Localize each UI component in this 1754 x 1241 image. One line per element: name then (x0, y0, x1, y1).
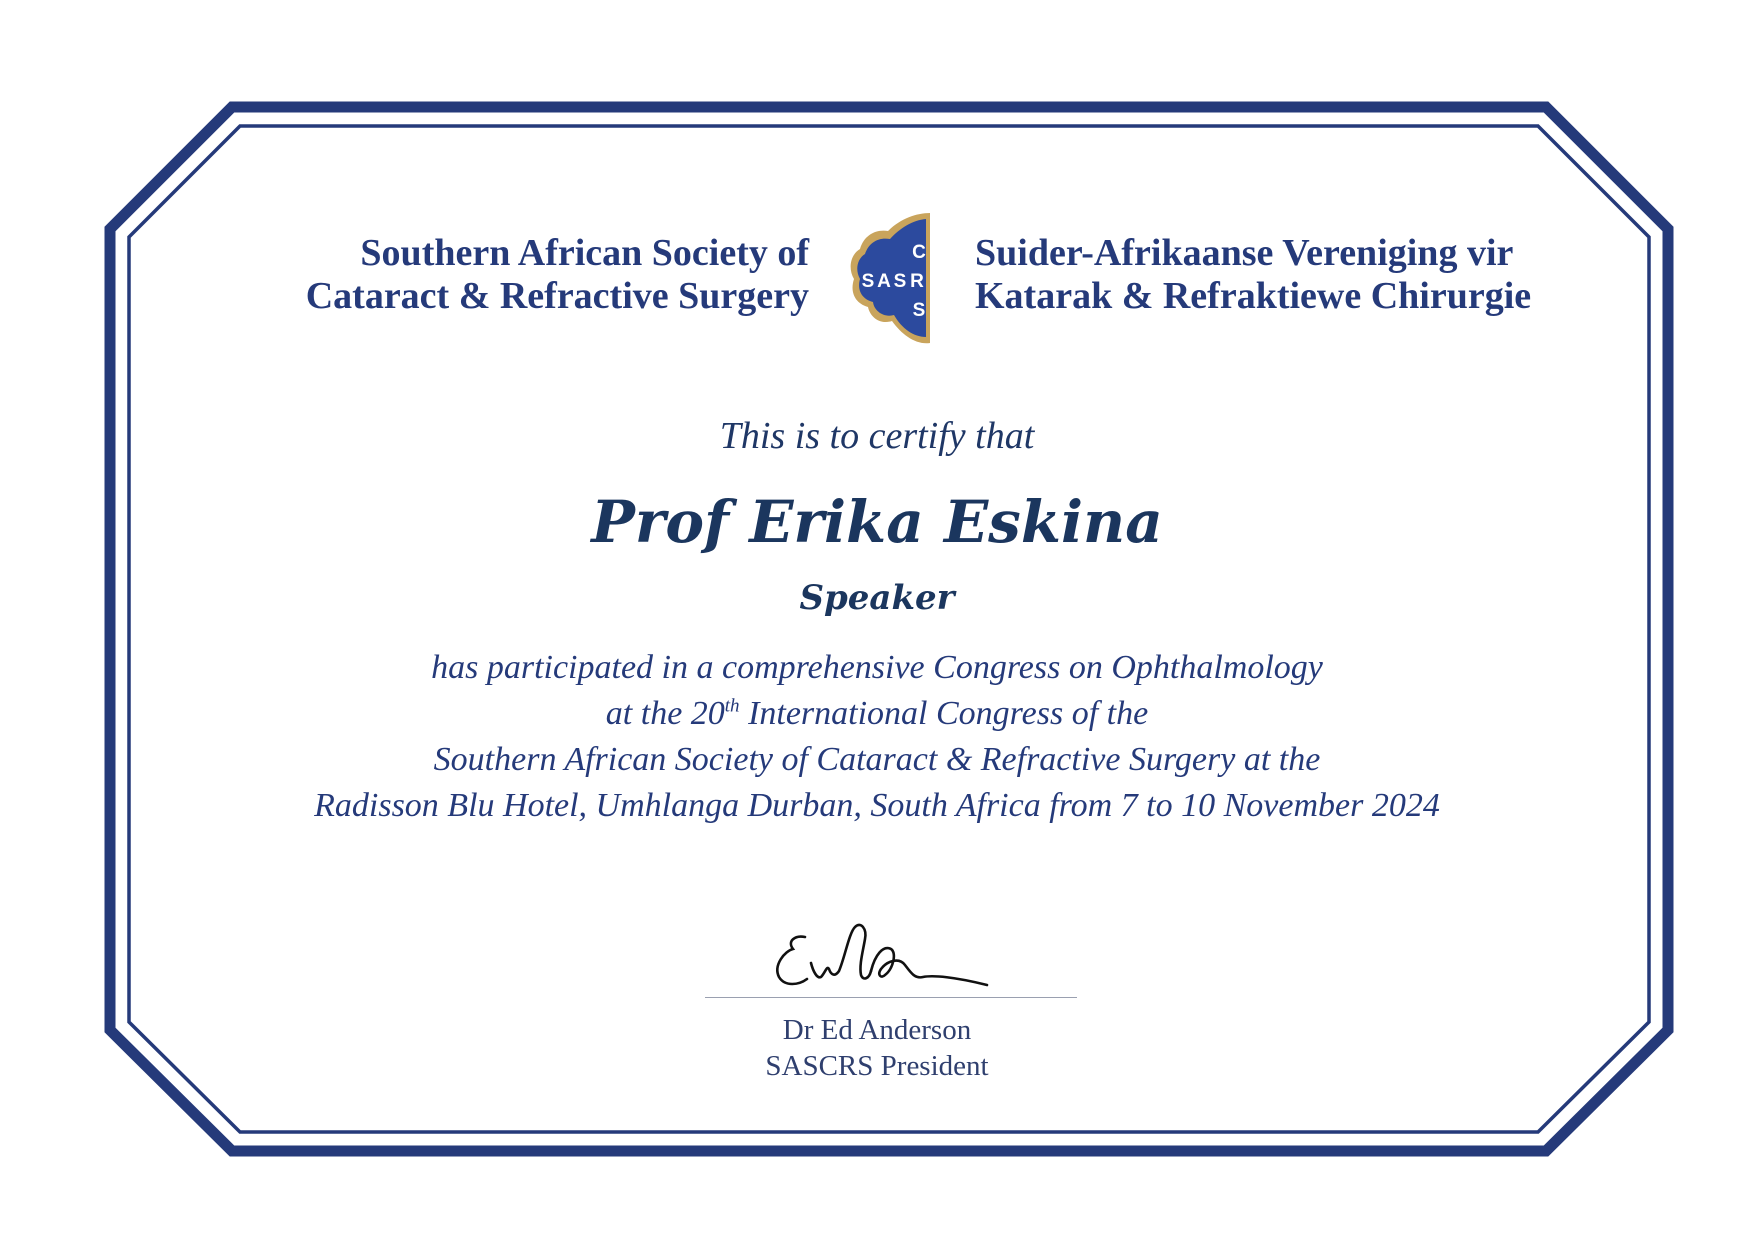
body-line-4: Radisson Blu Hotel, Umhlanga Durban, South Africa from 7 to 10 November 2024 (314, 787, 1440, 824)
certificate-body (0, 645, 1754, 829)
header-english-line2: Cataract & Refractive Surgery (305, 275, 809, 317)
logo-letter-s2: S (893, 271, 907, 292)
signatory-name: Dr Ed Anderson (782, 1014, 972, 1046)
logo-letter-r: R (910, 271, 924, 292)
body-line-2-suffix: International Congress of the (739, 695, 1149, 732)
signature-image (765, 905, 1005, 1005)
sascrs-logo-icon (846, 211, 932, 345)
logo-letter-s3: S (912, 300, 926, 321)
logo-letter-s1: S (861, 271, 875, 292)
certify-intro: This is to certify that (719, 415, 1035, 457)
header-english-line1: Southern African Society of (360, 232, 809, 274)
body-line-1: has participated in a comprehensive Congress on Ophthalmology (431, 649, 1323, 686)
body-line-2-prefix: at the 20 (605, 695, 725, 732)
recipient-name: Prof Erika Eskina (591, 488, 1163, 556)
header-afrikaans-line1: Suider-Afrikaanse Vereniging vir (975, 232, 1514, 274)
logo-letter-a: A (877, 271, 891, 292)
header-afrikaans (975, 232, 1531, 318)
recipient-role: Speaker (799, 578, 955, 618)
header-afrikaans-line2: Katarak & Refraktiewe Chirurgie (975, 275, 1532, 317)
body-line-2-ordinal: th (724, 695, 740, 717)
logo-letter-c: C (912, 242, 926, 263)
header-english (306, 232, 809, 318)
body-line-3: Southern African Society of Cataract & Refractive Surgery at the (433, 741, 1321, 778)
body-line-2 (0, 691, 1754, 737)
signature-line (705, 997, 1077, 998)
signatory-title: SASCRS President (765, 1050, 989, 1082)
